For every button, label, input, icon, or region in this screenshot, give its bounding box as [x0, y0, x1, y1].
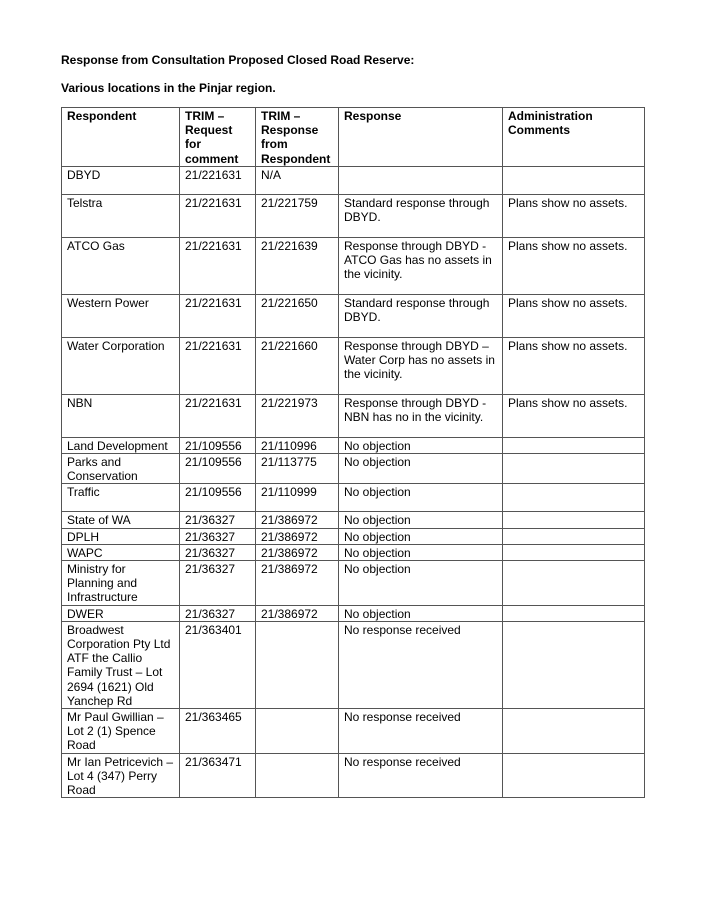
cell-admin-comments: Plans show no assets. — [503, 337, 645, 394]
cell-trim-response: 21/386972 — [256, 528, 339, 544]
cell-response: Response through DBYD – Water Corp has no assets in the vicinity. — [339, 337, 503, 394]
cell-trim-response — [256, 621, 339, 708]
table-row — [62, 605, 645, 621]
cell-admin-comments: Plans show no assets. — [503, 237, 645, 294]
cell-trim-request: 21/109556 — [180, 437, 256, 453]
cell-response: No objection — [339, 512, 503, 528]
cell-trim-request: 21/36327 — [180, 528, 256, 544]
cell-admin-comments — [503, 544, 645, 560]
cell-admin-comments: Plans show no assets. — [503, 294, 645, 337]
cell-trim-request: 21/221631 — [180, 337, 256, 394]
cell-trim-request: 21/363465 — [180, 709, 256, 754]
table-row — [62, 621, 645, 708]
cell-trim-response: N/A — [256, 166, 339, 194]
table-row — [62, 337, 645, 394]
cell-respondent: Mr Paul Gwillian – Lot 2 (1) Spence Road — [62, 709, 180, 754]
table-row — [62, 194, 645, 237]
cell-admin-comments — [503, 166, 645, 194]
cell-trim-response: 21/221759 — [256, 194, 339, 237]
cell-respondent: Telstra — [62, 194, 180, 237]
cell-trim-request: 21/109556 — [180, 484, 256, 512]
cell-trim-request: 21/363401 — [180, 621, 256, 708]
table-row — [62, 561, 645, 606]
header-trim-request: TRIM – Request for comment — [180, 108, 256, 167]
cell-response: No objection — [339, 561, 503, 606]
cell-respondent: State of WA — [62, 512, 180, 528]
cell-trim-response: 21/386972 — [256, 605, 339, 621]
cell-respondent: DWER — [62, 605, 180, 621]
cell-trim-response: 21/386972 — [256, 561, 339, 606]
cell-response: No objection — [339, 484, 503, 512]
cell-respondent: Mr Ian Petricevich – Lot 4 (347) Perry Road — [62, 753, 180, 798]
cell-admin-comments — [503, 621, 645, 708]
table-row — [62, 709, 645, 754]
document-title: Response from Consultation Proposed Closed Road Reserve: — [61, 53, 415, 67]
cell-trim-request: 21/363471 — [180, 753, 256, 798]
cell-response: No objection — [339, 544, 503, 560]
cell-response: No response received — [339, 709, 503, 754]
table-row — [62, 437, 645, 453]
cell-trim-request: 21/221631 — [180, 394, 256, 437]
table-row — [62, 753, 645, 798]
cell-response: No response received — [339, 753, 503, 798]
cell-respondent: Western Power — [62, 294, 180, 337]
cell-trim-response: 21/221650 — [256, 294, 339, 337]
cell-response: Response through DBYD - ATCO Gas has no assets in the vicinity. — [339, 237, 503, 294]
cell-trim-request: 21/221631 — [180, 237, 256, 294]
cell-admin-comments — [503, 753, 645, 798]
table-row — [62, 454, 645, 484]
table-row — [62, 512, 645, 528]
cell-trim-request: 21/221631 — [180, 294, 256, 337]
cell-response: No objection — [339, 605, 503, 621]
header-admin-comments: Administration Comments — [503, 108, 645, 167]
cell-response: Standard response through DBYD. — [339, 294, 503, 337]
cell-response: No response received — [339, 621, 503, 708]
cell-response: No objection — [339, 437, 503, 453]
cell-response: Response through DBYD - NBN has no in the vicinity. — [339, 394, 503, 437]
cell-trim-response — [256, 709, 339, 754]
cell-admin-comments — [503, 484, 645, 512]
table-row — [62, 166, 645, 194]
cell-admin-comments — [503, 512, 645, 528]
cell-trim-request: 21/221631 — [180, 194, 256, 237]
cell-respondent: ATCO Gas — [62, 237, 180, 294]
cell-admin-comments — [503, 454, 645, 484]
cell-admin-comments — [503, 605, 645, 621]
cell-respondent: Parks and Conservation — [62, 454, 180, 484]
cell-trim-request: 21/36327 — [180, 605, 256, 621]
header-trim-response: TRIM – Response from Respondent — [256, 108, 339, 167]
cell-trim-request: 21/36327 — [180, 561, 256, 606]
cell-trim-request: 21/221631 — [180, 166, 256, 194]
table-row — [62, 394, 645, 437]
cell-trim-response — [256, 753, 339, 798]
table-body — [62, 166, 645, 797]
table-row — [62, 484, 645, 512]
cell-trim-response: 21/386972 — [256, 544, 339, 560]
table-header-row — [62, 108, 645, 167]
cell-respondent: WAPC — [62, 544, 180, 560]
cell-trim-request: 21/36327 — [180, 544, 256, 560]
cell-response: No objection — [339, 454, 503, 484]
cell-respondent: DBYD — [62, 166, 180, 194]
cell-trim-response: 21/110999 — [256, 484, 339, 512]
cell-response — [339, 166, 503, 194]
cell-trim-response: 21/221973 — [256, 394, 339, 437]
cell-admin-comments — [503, 528, 645, 544]
cell-respondent: Land Development — [62, 437, 180, 453]
cell-respondent: NBN — [62, 394, 180, 437]
cell-trim-request: 21/36327 — [180, 512, 256, 528]
cell-response: No objection — [339, 528, 503, 544]
table-row — [62, 294, 645, 337]
cell-respondent: Traffic — [62, 484, 180, 512]
cell-response: Standard response through DBYD. — [339, 194, 503, 237]
cell-trim-request: 21/109556 — [180, 454, 256, 484]
cell-trim-response: 21/221660 — [256, 337, 339, 394]
cell-admin-comments — [503, 561, 645, 606]
document-subtitle: Various locations in the Pinjar region. — [61, 81, 276, 95]
cell-respondent: Broadwest Corporation Pty Ltd ATF the Callio Family Trust – Lot 2694 (1621) Old Yanchep Rd — [62, 621, 180, 708]
cell-admin-comments: Plans show no assets. — [503, 194, 645, 237]
table-row — [62, 237, 645, 294]
cell-admin-comments — [503, 437, 645, 453]
cell-trim-response: 21/113775 — [256, 454, 339, 484]
table-row — [62, 544, 645, 560]
cell-respondent: Water Corporation — [62, 337, 180, 394]
header-response: Response — [339, 108, 503, 167]
cell-respondent: Ministry for Planning and Infrastructure — [62, 561, 180, 606]
consultation-table — [61, 107, 645, 798]
cell-trim-response: 21/110996 — [256, 437, 339, 453]
cell-trim-response: 21/386972 — [256, 512, 339, 528]
table-row — [62, 528, 645, 544]
cell-trim-response: 21/221639 — [256, 237, 339, 294]
header-respondent: Respondent — [62, 108, 180, 167]
cell-admin-comments: Plans show no assets. — [503, 394, 645, 437]
cell-respondent: DPLH — [62, 528, 180, 544]
cell-admin-comments — [503, 709, 645, 754]
